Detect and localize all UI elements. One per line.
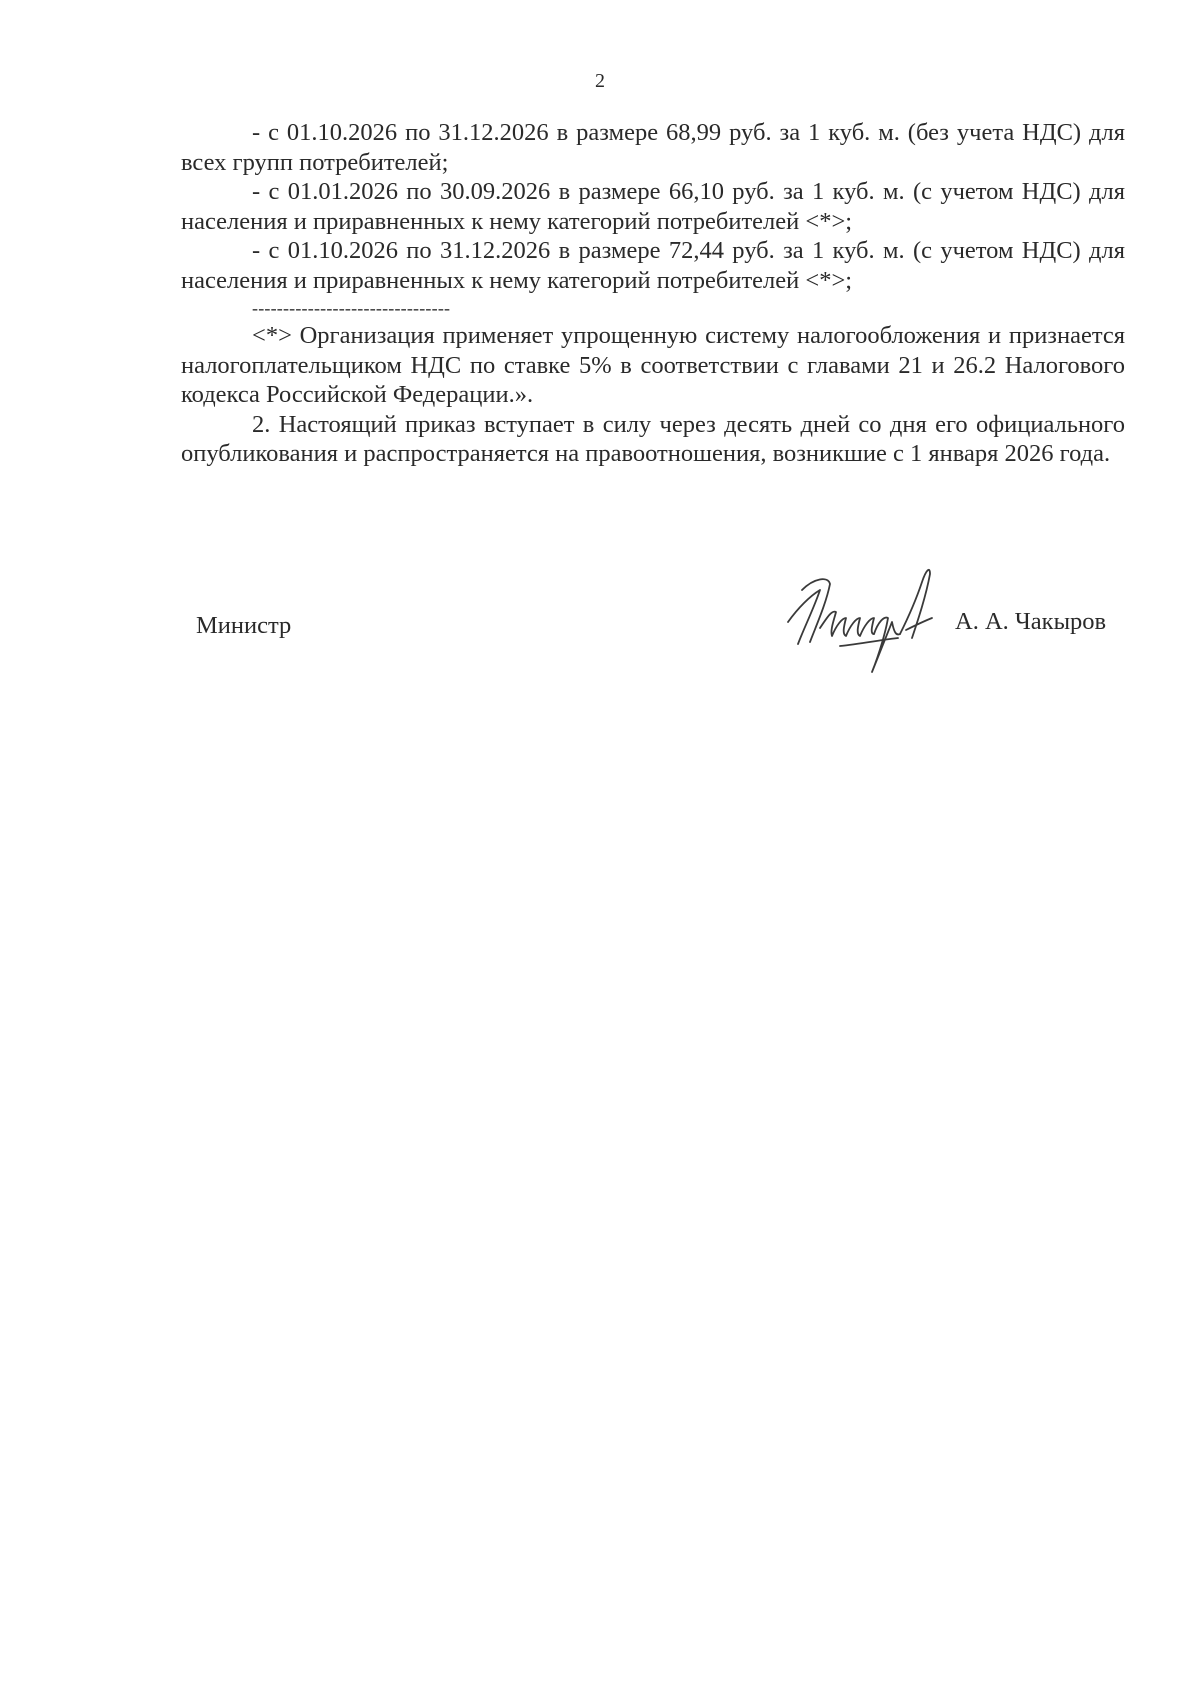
signature-block <box>0 560 1200 690</box>
page-number: 2 <box>595 70 605 92</box>
document-body <box>181 118 1125 469</box>
signatory-name: А. А. Чакыров <box>955 608 1107 635</box>
tariff-paragraph-3: - с 01.10.2026 по 31.12.2026 в размере 72,44 руб. за 1 куб. м. (с учетом НДС) для населения и приравненных к нему категорий потребителей <*>; <box>181 237 1125 294</box>
signatory-position: Министр <box>196 612 292 639</box>
tariff-paragraph-1: - с 01.10.2026 по 31.12.2026 в размере 68,99 руб. за 1 куб. м. (без учета НДС) для всех групп потребителей; <box>181 119 1125 176</box>
handwritten-signature <box>780 560 960 690</box>
clause-2-text: 2. Настоящий приказ вступает в силу через десять дней со дня его официального опубликования и распространяется на правоотношения, возникшие с 1 января 2026 года. <box>181 410 1125 467</box>
tariff-paragraph-2: - с 01.01.2026 по 30.09.2026 в размере 66,10 руб. за 1 куб. м. (с учетом НДС) для населения и приравненных к нему категорий потребителей <*>; <box>181 178 1125 235</box>
footnote-text: <*> Организация применяет упрощенную систему налогообложения и признается налогоплательщиком НДС по ставке 5% в соответствии с главами 21 и 26.2 Налогового кодекса Российской Федерации.». <box>181 322 1125 408</box>
footnote-separator: -------------------------------- <box>252 298 451 318</box>
